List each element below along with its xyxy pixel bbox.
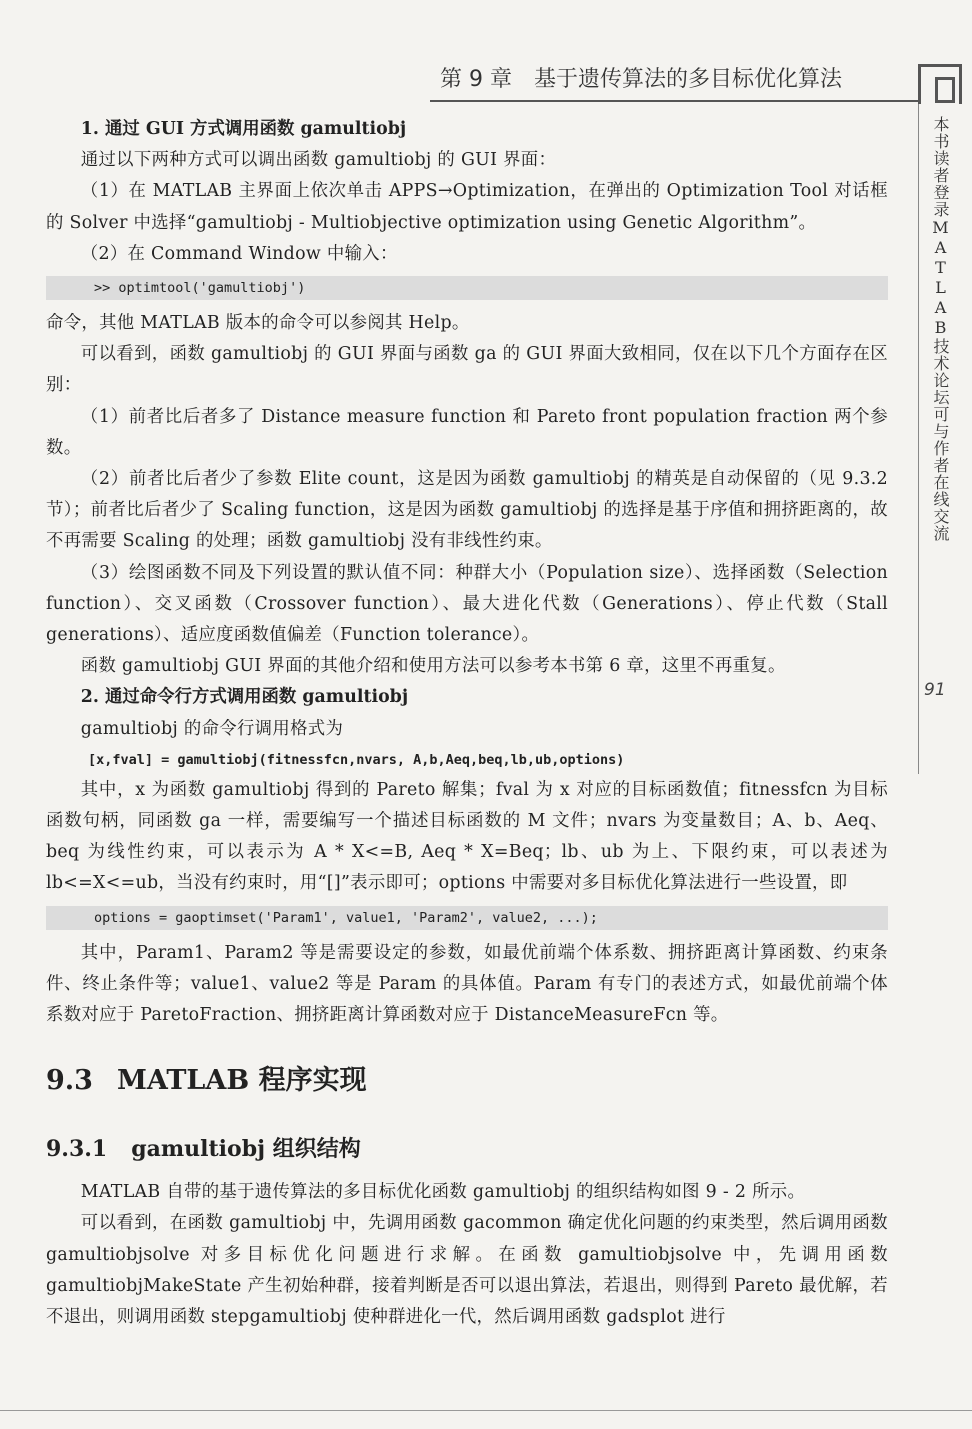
page-number: 91 (924, 680, 946, 700)
running-header (440, 62, 914, 98)
paragraph: 命令，其他 MATLAB 版本的命令可以参阅其 Help。 (46, 313, 470, 334)
paragraph: 通过以下两种方式可以调出函数 gamultiobj 的 GUI 界面： (80, 150, 557, 171)
section-title: MATLAB 程序实现 (116, 1065, 367, 1097)
subsection-heading (46, 1131, 888, 1167)
side-note: 本书读者登录MATLAB技术论坛可与作者在线交流 (931, 116, 950, 542)
subsection-title: gamultiobj 组织结构 (131, 1136, 361, 1163)
chapter-number: 第 9 章 (440, 67, 512, 92)
bottom-rule (0, 1410, 972, 1411)
subsection-number: 9.3.1 (46, 1136, 108, 1163)
paragraph: （2）在 Command Window 中输入： (80, 243, 398, 264)
heading-command-line-call: 2. 通过命令行方式调用函数 gamultiobj (80, 687, 409, 708)
paragraph: （3）绘图函数不同及下列设置的默认值不同：种群大小（Population size）、选择函数（Selection function）、交叉函数（Crossover function）、最大进化代数（Generations）、停止代数（Stall generations）、适应度函数值偏差（Function tolerance）。 (46, 562, 888, 646)
section-heading (46, 1061, 888, 1101)
paragraph: （2）前者比后者少了参数 Elite count，这是因为函数 gamultiobj 的精英是自动保留的（见 9.3.2 节）；前者比后者少了 Scaling function，这是因为函数 gamultiobj 的选择是基于序值和拥挤距离的，故不再需要 Scaling 的处理；函数 gamultiobj 没有非线性约束。 (46, 469, 888, 552)
heading-gui-call: 1. 通过 GUI 方式调用函数 gamultiobj (80, 119, 407, 139)
header-rule (430, 100, 918, 102)
paragraph: 其中，x 为函数 gamultiobj 得到的 Pareto 解集；fval 为 x 对应的目标函数值；fitnessfcn 为目标函数句柄，同函数 ga 一样，需要编写一个描述目标函数的 M 文件；nvars 为变量数目；A、b、Aeq、beq 为线性约束，可以表示为 A * X<=B, Aeq * X=Beq；lb、ub 为上、下限约束，可以表述为 lb<=X<=ub，当没有约束时，用“[]”表示即可；options 中需要对多目标优化算法进行一些设置，即 (46, 779, 888, 894)
corner-ornament-icon (918, 64, 962, 104)
section-number: 9.3 (46, 1065, 93, 1097)
paragraph: （1）在 MATLAB 主界面上依次单击 APPS→Optimization，在弹出的 Optimization Tool 对话框的 Solver 中选择“gamultiobj - Multiobjective optimization using Genetic Algorithm”。 (46, 181, 888, 233)
code-block: options = gaoptimset('Param1', value1, 'Param2', value2, ...); (46, 906, 888, 930)
code-line: [x,fval] = gamultiobj(fitnessfcn,nvars, A,b,Aeq,beq,lb,ub,options) (88, 751, 625, 768)
chapter-title: 基于遗传算法的多目标优化算法 (533, 67, 842, 92)
main-content (46, 114, 888, 1333)
paragraph: 其中，Param1、Param2 等是需要设定的参数，如最优前端个体系数、拥挤距离计算函数、约束条件、终止条件等；value1、value2 等是 Param 的具体值。Param 有专门的表述方式，如最优前端个体系数对应于 ParetoFraction、拥挤距离计算函数对应于 DistanceMeasureFcn 等。 (46, 942, 888, 1026)
paragraph: （1）前者比后者多了 Distance measure function 和 Pareto front population fraction 两个参数。 (46, 406, 888, 458)
paragraph: 可以看到，在函数 gamultiobj 中，先调用函数 gacommon 确定优化问题的约束类型，然后调用函数 gamultiobjsolve 对多目标优化问题进行求解。在函数 gamultiobjsolve 中，先调用函数 gamultiobjMakeState 产生初始种群，接着判断是否可以退出算法，若退出，则得到 Pareto 最优解，若不退出，则调用函数 stepgamultiobj 使种群进化一代，然后调用函数 gadsplot 进行 (46, 1213, 888, 1328)
paragraph: gamultiobj 的命令行调用格式为 (80, 718, 344, 739)
paragraph: 可以看到，函数 gamultiobj 的 GUI 界面与函数 ga 的 GUI 界面大致相同，仅在以下几个方面存在区别： (46, 344, 888, 396)
paragraph: 函数 gamultiobj GUI 界面的其他介绍和使用方法可以参考本书第 6 章，这里不再重复。 (80, 656, 786, 677)
code-block: >> optimtool('gamultiobj') (46, 276, 888, 300)
side-rule (918, 104, 919, 774)
paragraph: MATLAB 自带的基于遗传算法的多目标优化函数 gamultiobj 的组织结构如图 9 - 2 所示。 (80, 1182, 806, 1203)
